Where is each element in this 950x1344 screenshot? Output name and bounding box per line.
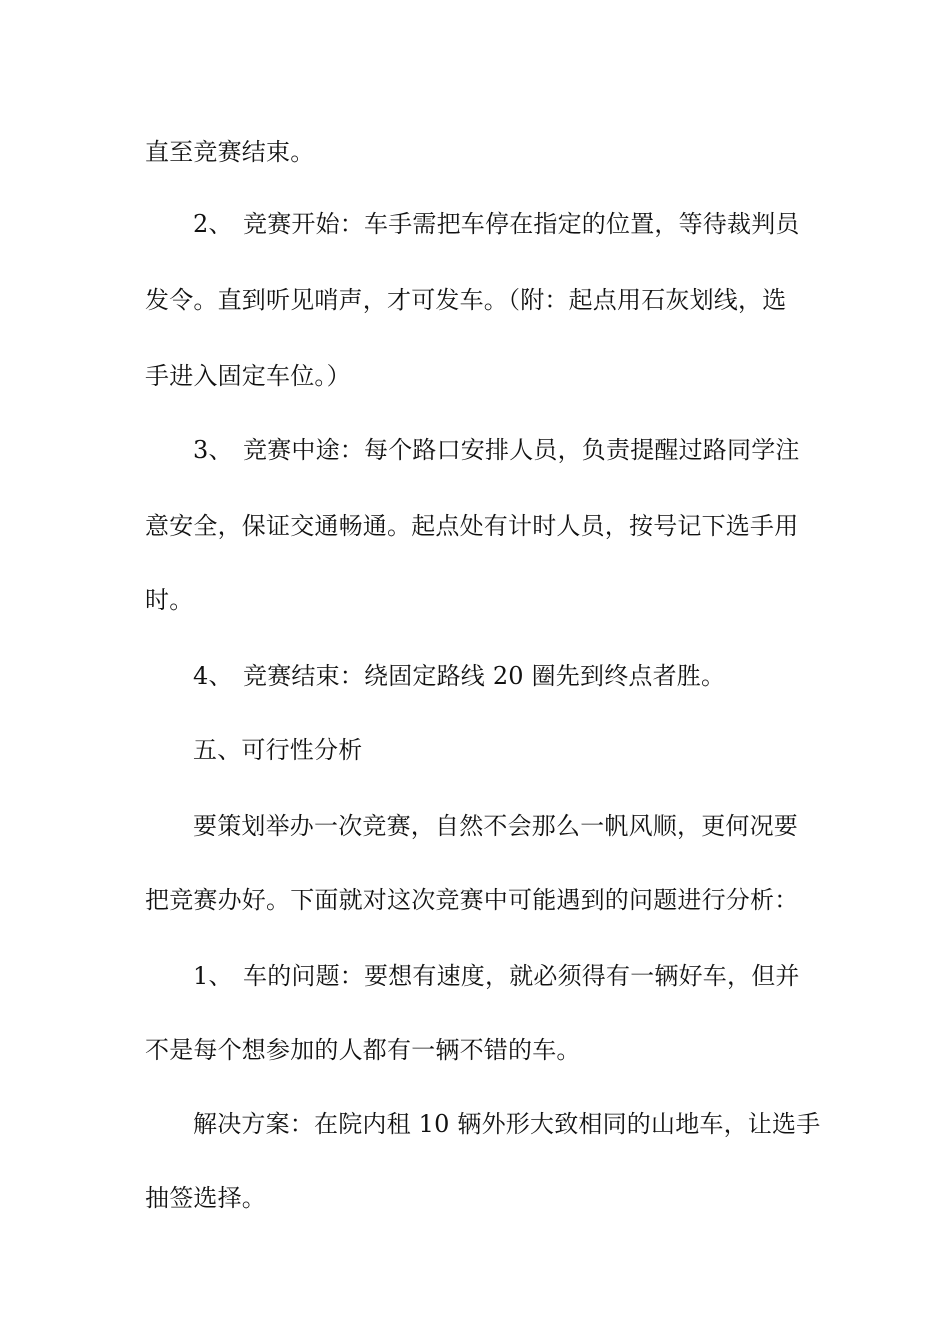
paragraph-line bbox=[145, 510, 810, 542]
line-text: 把竞赛办好。下面就对这次竞赛中可能遇到的问题进行分析： bbox=[145, 886, 799, 914]
paragraph-line bbox=[145, 1182, 810, 1214]
numbered-item-2 bbox=[193, 208, 858, 240]
paragraph-line bbox=[145, 1034, 810, 1066]
numbered-item-4 bbox=[193, 660, 858, 692]
section-heading bbox=[193, 734, 858, 766]
line-text: 意安全，保证交通畅通。起点处有计时人员，按号记下选手用 bbox=[145, 512, 799, 540]
line-text: 解决方案：在院内租 10 辆外形大致相同的山地车，让选手 bbox=[193, 1110, 821, 1138]
paragraph-line bbox=[145, 284, 810, 316]
paragraph-line bbox=[193, 810, 858, 842]
item-number: 2、 bbox=[193, 210, 233, 238]
line-text: 手进入固定车位。） bbox=[145, 362, 351, 390]
heading-text: 五、可行性分析 bbox=[193, 736, 363, 764]
line-text: 直至竞赛结束。 bbox=[145, 138, 315, 166]
line-text: 抽签选择。 bbox=[145, 1184, 266, 1212]
line-text: 车的问题：要想有速度，就必须得有一辆好车，但并 bbox=[243, 962, 800, 990]
item-number: 1、 bbox=[193, 962, 233, 990]
line-text: 竞赛结束：绕固定路线 20 圈先到终点者胜。 bbox=[243, 662, 726, 690]
line-text: 发令。直到听见哨声，才可发车。（附：起点用石灰划线，选 bbox=[145, 286, 787, 314]
line-text: 竞赛中途：每个路口安排人员，负责提醒过路同学注 bbox=[243, 436, 800, 464]
paragraph-line bbox=[145, 360, 810, 392]
numbered-item-3 bbox=[193, 434, 858, 466]
line-text: 时。 bbox=[145, 586, 194, 614]
line-text: 不是每个想参加的人都有一辆不错的车。 bbox=[145, 1036, 581, 1064]
paragraph-line bbox=[145, 136, 810, 168]
paragraph-line bbox=[193, 1108, 858, 1140]
paragraph-line bbox=[145, 584, 810, 616]
numbered-item-1 bbox=[193, 960, 858, 992]
item-number: 3、 bbox=[193, 436, 233, 464]
line-text: 要策划举办一次竞赛，自然不会那么一帆风顺，更何况要 bbox=[193, 812, 798, 840]
paragraph-line bbox=[145, 884, 810, 916]
item-number: 4、 bbox=[193, 662, 233, 690]
line-text: 竞赛开始：车手需把车停在指定的位置，等待裁判员 bbox=[243, 210, 800, 238]
